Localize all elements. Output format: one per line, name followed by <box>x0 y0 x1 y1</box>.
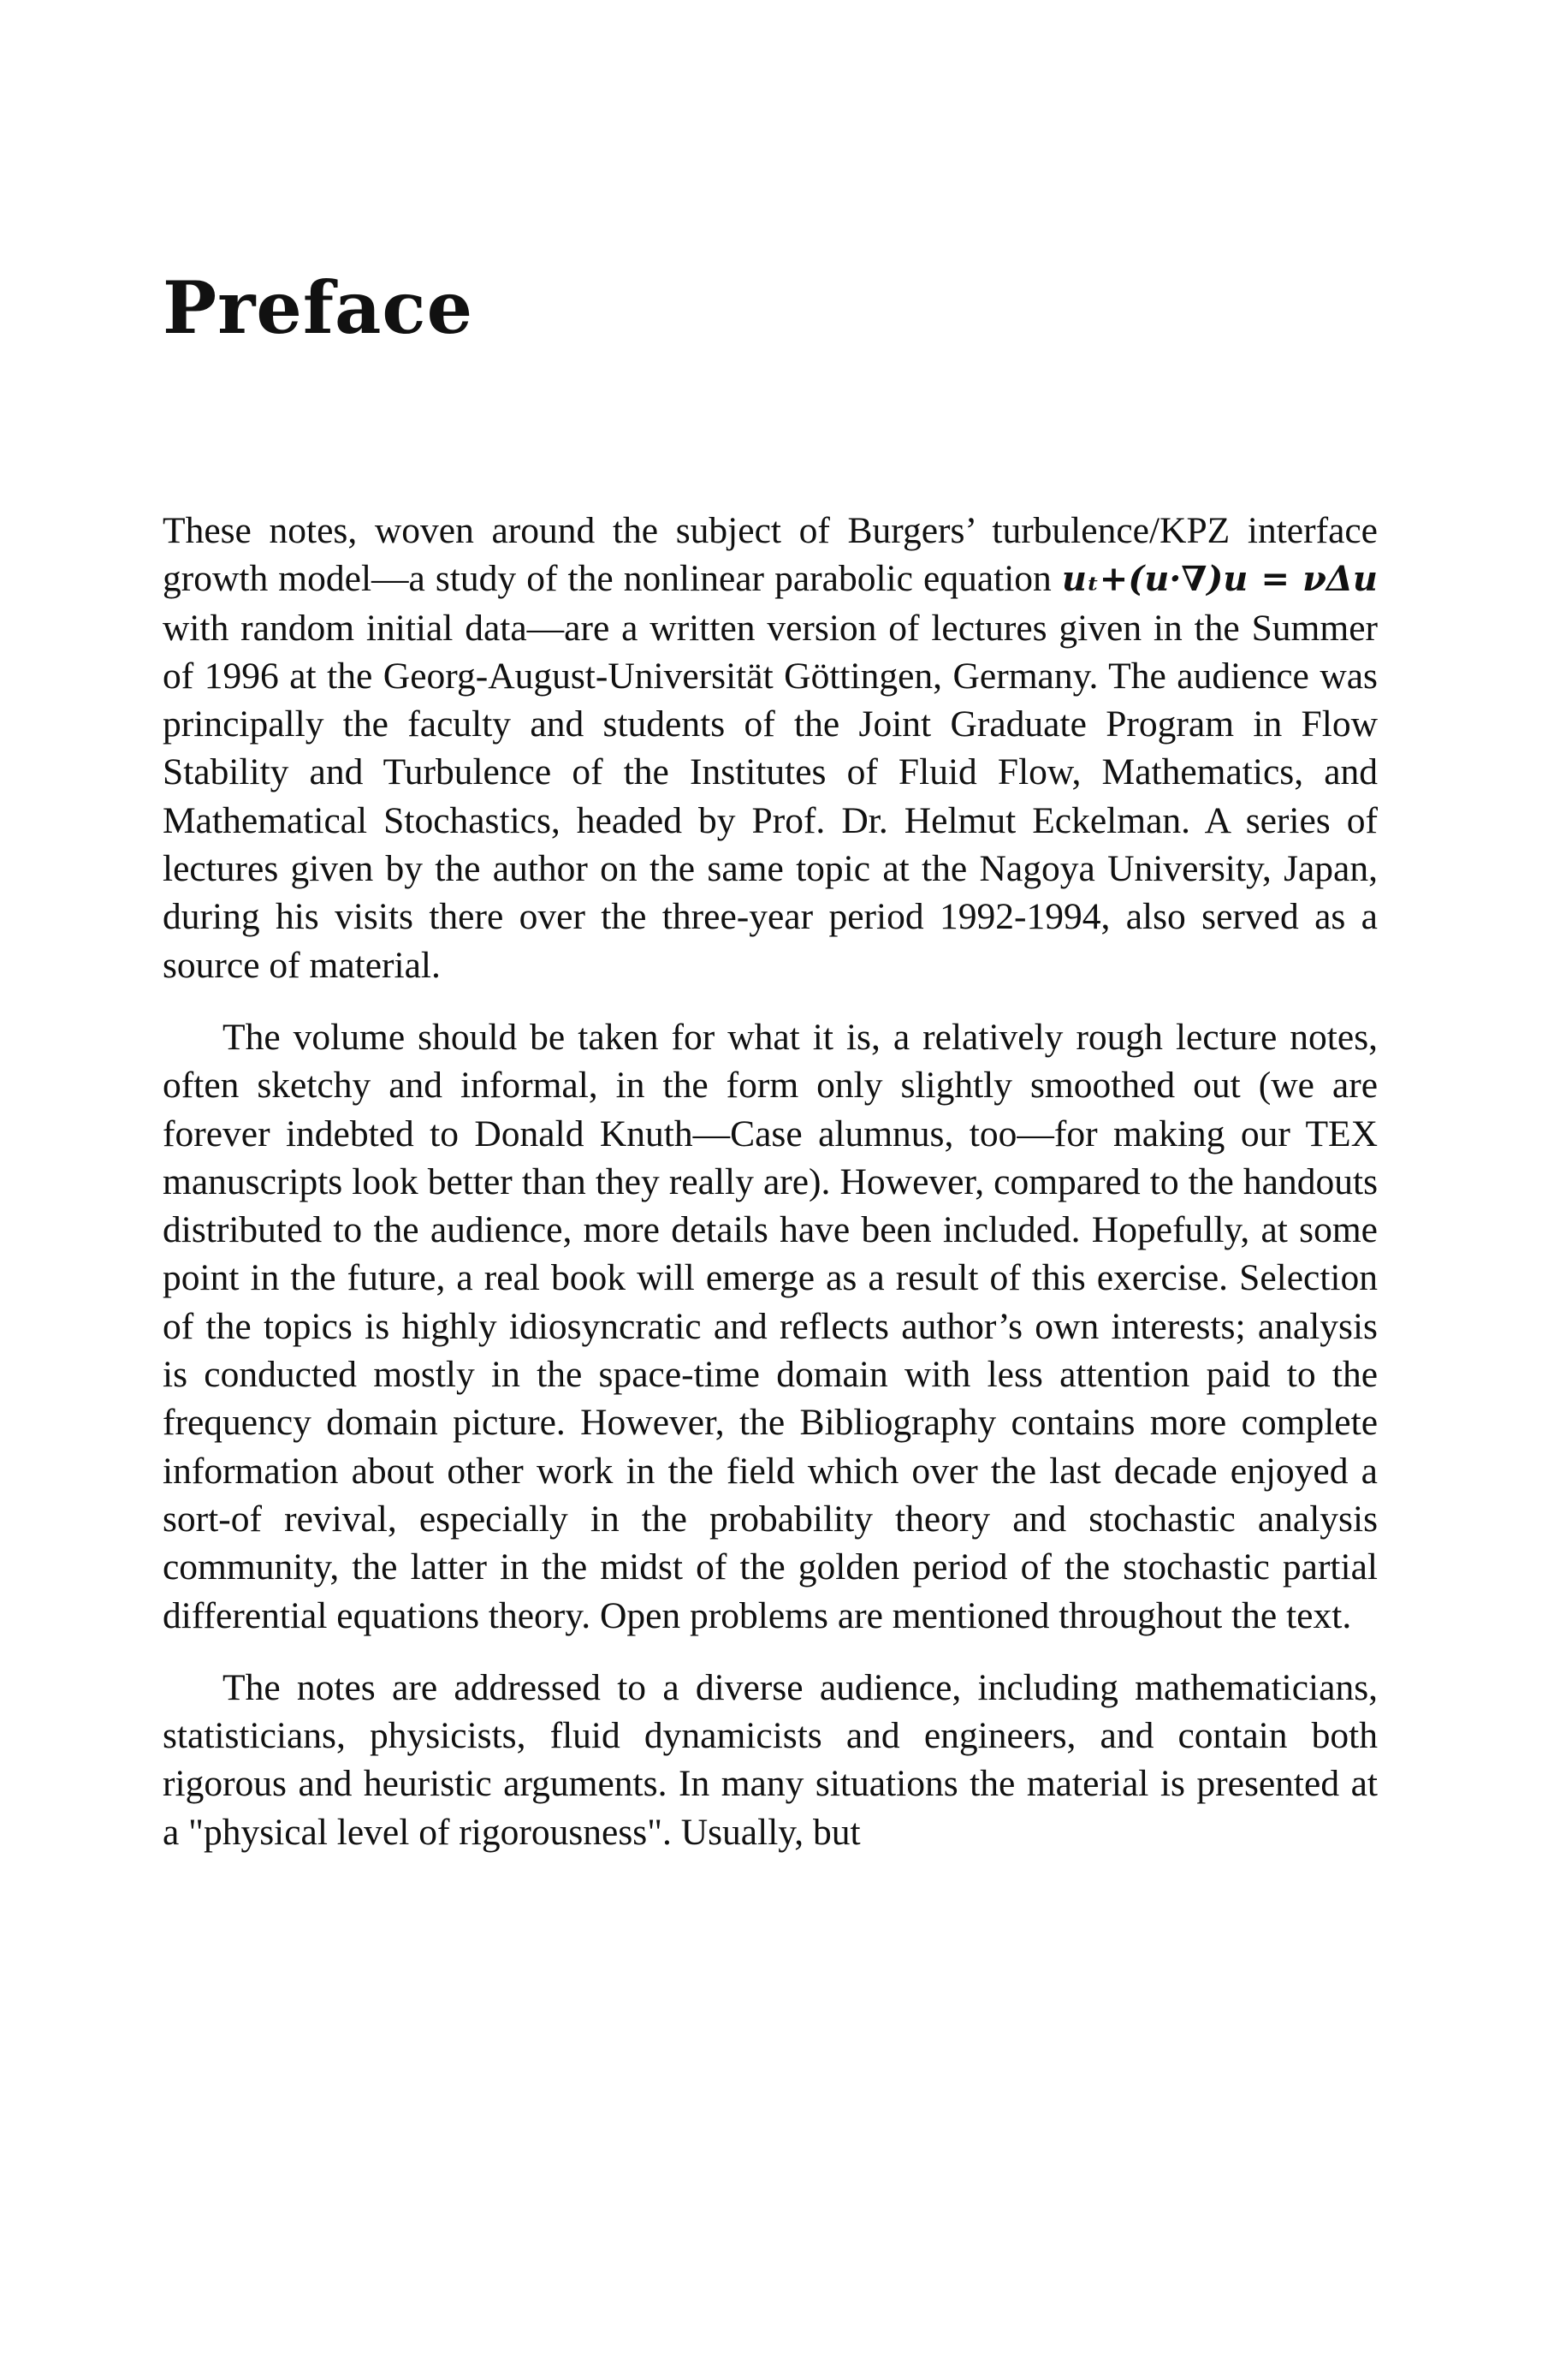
paragraph-intro-text-end: with random initial data—are a written version of lectures given in the Summer of 1996 at the Georg-August-Universität Göttingen, Germany. The audience was principally the faculty and students of the Joint Graduate Program in Flow Stability and Turbulence of the Institutes of Fluid Flow, Mathematics, and Mathematical Stochastics, headed by Prof. Dr. Helmut Eckelman. A series of lectures given by the author on the same topic at the Nagoya University, Japan, during his visits there over the three-year period 1992-1994, also served as a source of material. <box>163 607 1378 986</box>
burgers-equation-formula: uₜ+(u·∇)u = νΔu <box>1061 559 1379 600</box>
paragraph-volume-text-end: manuscripts look better than they really are). However, compared to the handouts distributed to the audience, more details have been included. Hopefully, at some point in the future, a real book will emerge as a result of this exercise. Selection of the topics is highly idiosyncratic and reflects author’s own interests; analysis is conducted mostly in the space-time domain with less attention paid to the frequency domain picture. However, the Bibliography contains more complete information about other work in the field which over the last decade enjoyed a sort-of revival, especially in the probability theory and stochastic analysis community, the latter in the midst of the golden period of the stochastic partial differential equations theory. Open problems are mentioned throughout the text. <box>163 1160 1378 1636</box>
paragraph-volume-text-start: The volume should be taken for what it is, a relatively rough lecture notes, often sketchy and informal, in the form only slightly smoothed out (we are forever indebted to Donald Knuth—Case alumnus, too—for making our <box>163 1016 1378 1154</box>
paragraph-intro-text-start: These notes, woven around the subject of Burgers’ turbulence/KPZ interface growth model—a study of the nonlinear parabolic equation <box>163 510 1378 600</box>
paragraph-intro <box>163 507 1378 989</box>
paragraph-volume <box>163 1013 1378 1640</box>
paragraph-audience: The notes are addressed to a diverse audience, including mathematicians, statisticians, physicists, fluid dynamicists and engineers, and contain both rigorous and heuristic arguments. In many situations the material is presented at a "physical level of rigorousness". Usually, but <box>163 1666 1378 1853</box>
page-title: Preface <box>163 265 474 350</box>
body-text <box>163 507 1378 1880</box>
tex-logo-text: TEX <box>1305 1113 1378 1154</box>
